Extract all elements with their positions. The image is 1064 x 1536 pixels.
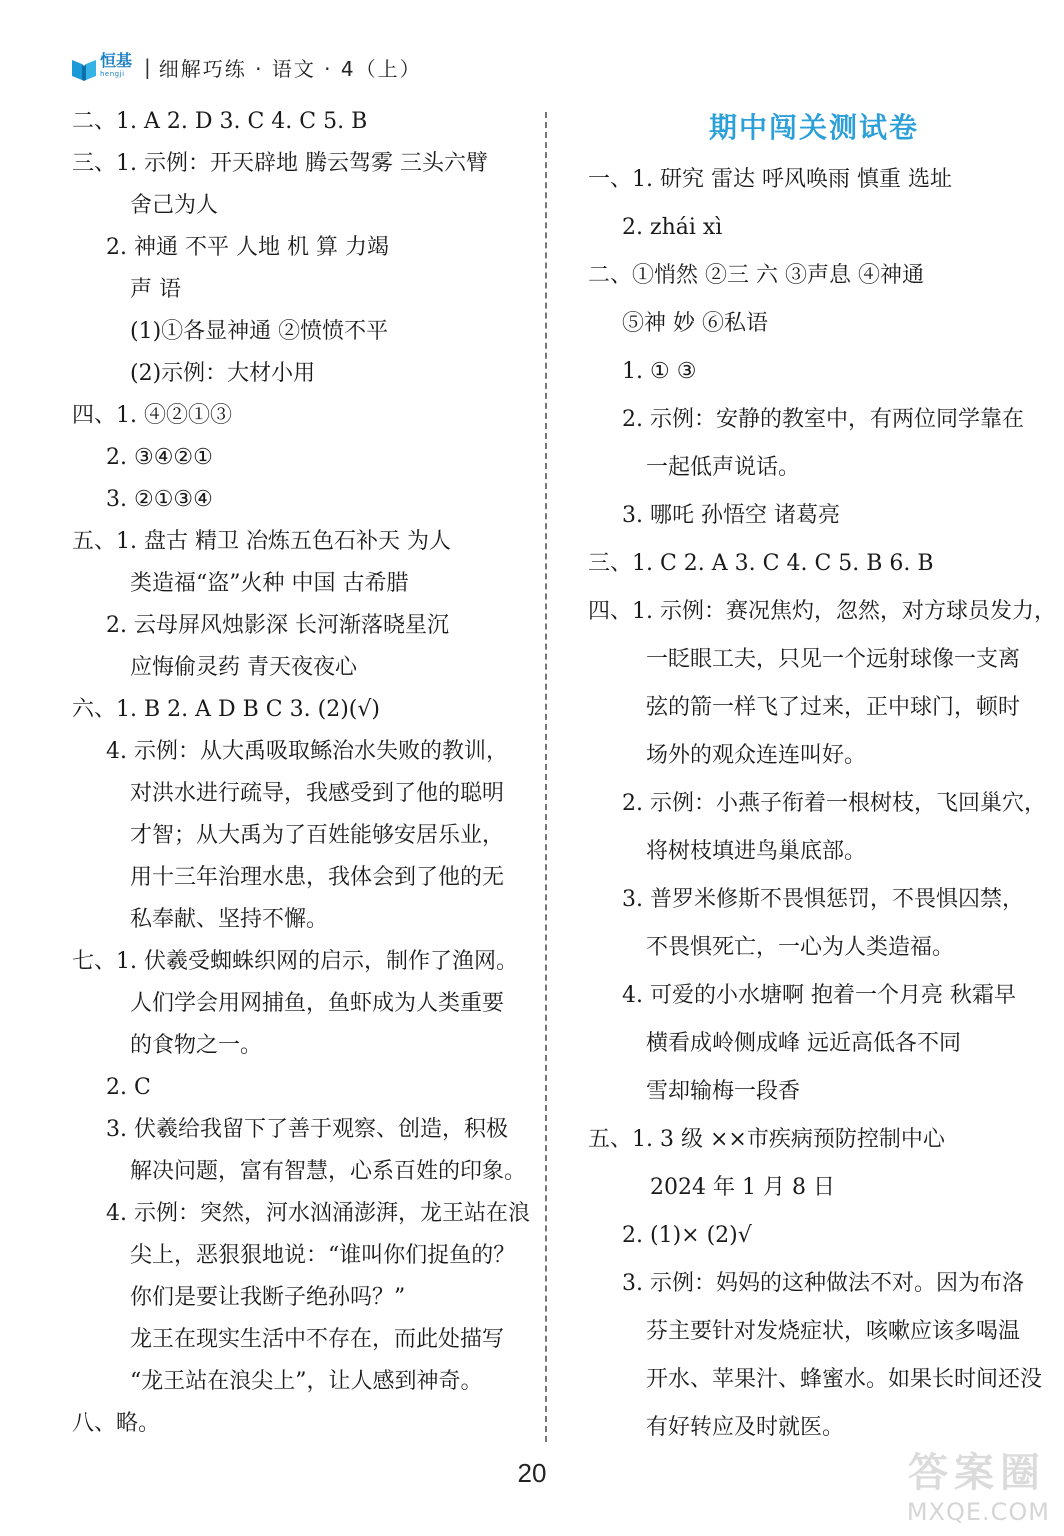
answer-line: 1. ① ③ (622, 359, 697, 384)
answer-line: “龙王站在浪尖上”，让人感到神奇。 (130, 1369, 483, 1394)
answer-line: 应悔偷灵药 青天夜夜心 (130, 655, 357, 680)
logo-text: 恒基 (100, 51, 133, 70)
answer-line: 舍己为人 (130, 193, 219, 218)
answer-line: 四、1. ④②①③ (72, 403, 232, 428)
book-title: 细解巧练 · 语文 · 4（上） (158, 56, 422, 81)
answer-line: 弦的箭一样飞了过来，正中球门，顿时 (646, 695, 1021, 720)
watermark-logo: 答案圈 (908, 1450, 1046, 1496)
answer-line: 用十三年治理水患，我体会到了他的无 (130, 865, 505, 890)
answer-line: 三、1. C 2. A 3. C 4. C 5. B 6. B (588, 551, 934, 576)
answer-line: (2)示例：大材小用 (130, 361, 316, 386)
answer-line: 六、1. B 2. A D B C 3. (2)(√) (72, 697, 380, 722)
answer-line: 尖上，恶狠狠地说：“谁叫你们捉鱼的？ (130, 1243, 516, 1268)
answer-line: 的食物之一。 (130, 1033, 263, 1058)
answer-line: 你们是要让我断子绝孙吗？” (130, 1285, 406, 1310)
page-number: 20 (517, 1458, 547, 1488)
answer-line: 五、1. 3 级 ××市疾病预防控制中心 (588, 1127, 945, 1152)
answer-line: 八、略。 (72, 1411, 161, 1436)
page-header (70, 50, 422, 84)
publisher-logo (70, 52, 134, 82)
answer-line: 4. 可爱的小水塘啊 抱着一个月亮 秋霜早 (622, 983, 1016, 1008)
answer-line: 3. ②①③④ (106, 487, 213, 512)
answer-line: 2024 年 1 月 8 日 (650, 1175, 835, 1200)
answer-line: 2. C (106, 1075, 151, 1100)
header-separator: | (144, 55, 151, 79)
answer-line: 3. 示例：妈妈的这种做法不对。因为布洛 (622, 1271, 1024, 1296)
answer-line: 有好转应及时就医。 (646, 1415, 845, 1440)
answer-line: 解决问题，富有智慧，心系百姓的印象。 (130, 1159, 527, 1184)
answer-line: 雪却输梅一段香 (646, 1079, 801, 1104)
watermark (860, 1442, 1060, 1532)
answer-line: 2. 云母屏风烛影深 长河渐落晓星沉 (106, 613, 449, 638)
answer-line: 2. ③④②① (106, 445, 213, 470)
column-divider (545, 112, 547, 1442)
answer-line: 一、1. 研究 雷达 呼风唤雨 慎重 选址 (588, 167, 952, 192)
answer-line: 声 语 (130, 277, 181, 302)
answer-line: (1)①各显神通 ②愤愤不平 (130, 319, 389, 344)
answer-line: 二、1. A 2. D 3. C 4. C 5. B (72, 109, 368, 134)
logo-subtext: hengji (100, 70, 125, 78)
answer-line: 将树枝填进鸟巢底部。 (646, 839, 867, 864)
watermark-url: MXQE.COM (906, 1498, 1050, 1526)
answer-line: 一起低声说话。 (646, 455, 801, 480)
answer-line: 类造福“盗”火种 中国 古希腊 (130, 571, 409, 596)
answer-line: 2. 神通 不平 人地 机 算 力竭 (106, 235, 389, 260)
answer-line: 开水、苹果汁、蜂蜜水。如果长时间还没 (646, 1367, 1043, 1392)
answer-line: 私奉献、坚持不懈。 (130, 907, 329, 932)
answer-line: 才智；从大禹为了百姓能够安居乐业， (130, 823, 505, 848)
answer-line: 四、1. 示例：赛况焦灼，忽然，对方球员发力， (588, 599, 1056, 624)
answer-line: ⑤神 妙 ⑥私语 (622, 311, 768, 336)
answer-line: 二、①悄然 ②三 六 ③声息 ④神通 (588, 263, 924, 288)
answer-line: 3. 普罗米修斯不畏惧惩罚，不畏惧囚禁， (622, 887, 1024, 912)
answer-line: 不畏惧死亡，一心为人类造福。 (646, 935, 955, 960)
answer-line: 一眨眼工夫，只见一个远射球像一支离 (646, 647, 1021, 672)
answer-line: 2. 示例：安静的教室中，有两位同学靠在 (622, 407, 1024, 432)
answer-line: 2. zhái xì (622, 215, 723, 240)
answer-line: 三、1. 示例：开天辟地 腾云驾雾 三头六臂 (72, 151, 488, 176)
answer-line: 横看成岭侧成峰 远近高低各不同 (646, 1031, 961, 1056)
answer-line: 3. 哪吒 孙悟空 诸葛亮 (622, 503, 840, 528)
answer-line: 七、1. 伏羲受蜘蛛织网的启示，制作了渔网。 (72, 949, 518, 974)
exam-title: 期中闯关测试卷 (708, 111, 919, 144)
answer-line: 2. 示例：小燕子衔着一根树枝，飞回巢穴， (622, 791, 1046, 816)
answer-line: 五、1. 盘古 精卫 冶炼五色石补天 为人 (72, 529, 451, 554)
answer-line: 场外的观众连连叫好。 (646, 743, 867, 768)
book-logo-icon (70, 54, 98, 82)
answer-line: 4. 示例：突然，河水汹涌澎湃，龙王站在浪 (106, 1201, 530, 1226)
answer-line: 3. 伏羲给我留下了善于观察、创造，积极 (106, 1117, 508, 1142)
answer-line: 对洪水进行疏导，我感受到了他的聪明 (130, 781, 505, 806)
answer-line: 芬主要针对发烧症状，咳嗽应该多喝温 (646, 1319, 1021, 1344)
answer-line: 人们学会用网捕鱼，鱼虾成为人类重要 (130, 991, 505, 1016)
answer-line: 4. 示例：从大禹吸取鲧治水失败的教训， (106, 739, 508, 764)
answer-line: 2. (1)× (2)√ (622, 1223, 752, 1248)
answer-line: 龙王在现实生活中不存在，而此处描写 (130, 1327, 505, 1352)
